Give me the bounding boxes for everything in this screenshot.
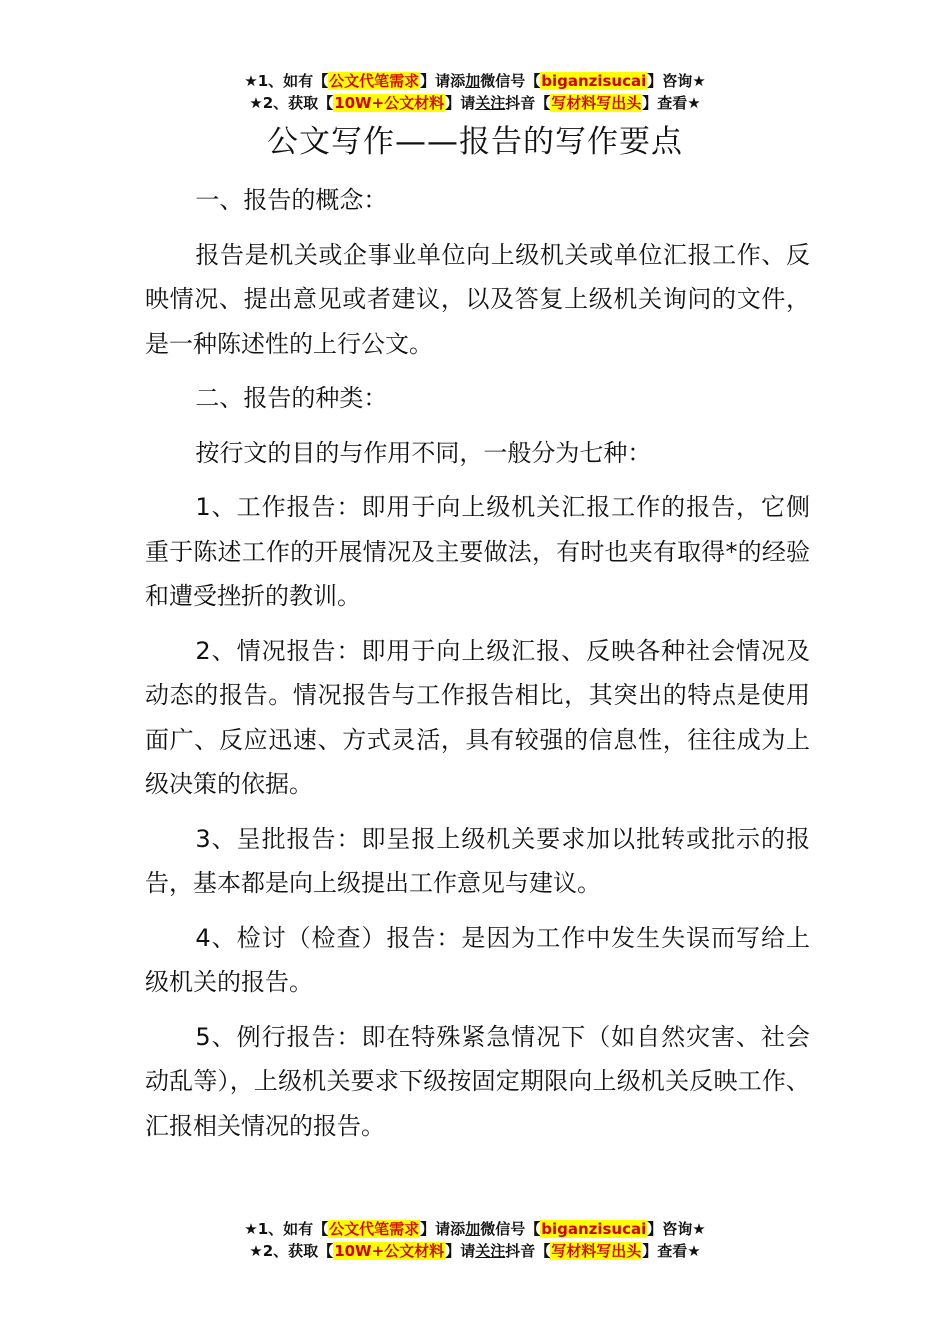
promo-highlight: 写材料写出头	[551, 94, 642, 112]
promo-text: 】请添	[420, 72, 466, 90]
list-item-situation-report: 2、情况报告：即用于向上级汇报、反映各种社会情况及动态的报告。情况报告与工作报告相比，其突出的特点是使用面广、反应迅速、方式灵活，具有较强的信息性，往往成为上级决策的依据。	[145, 636, 810, 798]
promo-banner-bottom	[0, 1218, 950, 1262]
promo-text: 抖音【	[505, 1242, 551, 1260]
promo-underline: 加	[465, 1220, 481, 1238]
promo-text: ★1、如有【	[244, 72, 329, 90]
promo-line-2	[0, 1240, 950, 1262]
promo-text: 】查看★	[642, 94, 701, 112]
promo-highlight: 公文代笔需求	[329, 72, 420, 90]
document-body	[145, 178, 810, 1158]
document-title: 公文写作——报告的写作要点	[267, 124, 683, 160]
promo-underline: 关注	[475, 94, 506, 112]
promo-highlight: 10W+公文材料	[334, 94, 445, 112]
promo-text: 】咨询★	[647, 1220, 706, 1238]
promo-underline: 关注	[475, 1242, 506, 1260]
promo-highlight: 公文代笔需求	[329, 1220, 420, 1238]
promo-highlight: biganzisucai	[541, 72, 647, 90]
promo-highlight: biganzisucai	[541, 1220, 647, 1238]
promo-underline: 加	[465, 72, 481, 90]
promo-text: 】查看★	[642, 1242, 701, 1260]
list-item-routine-report: 5、例行报告：即在特殊紧急情况下（如自然灾害、社会动乱等），上级机关要求下级按固定期限向上级机关反映工作、汇报相关情况的报告。	[145, 1022, 810, 1140]
promo-line-2	[0, 92, 950, 114]
list-item-work-report: 1、工作报告：即用于向上级机关汇报工作的报告，它侧重于陈述工作的开展情况及主要做法，有时也夹有取得*的经验和遭受挫折的教训。	[145, 493, 810, 610]
promo-text: ★2、获取【	[249, 1242, 334, 1260]
list-item-review-report: 4、检讨（检查）报告：是因为工作中发生失误而写给上级机关的报告。	[145, 923, 810, 996]
body-paragraph: 按行文的目的与作用不同，一般分为七种：	[195, 438, 652, 467]
promo-banner-top	[0, 70, 950, 114]
promo-text: 微信号【	[480, 72, 541, 90]
promo-highlight: 写材料写出头	[551, 1242, 642, 1260]
body-paragraph: 报告是机关或企事业单位向上级机关或单位汇报工作、反映情况、提出意见或者建议，以及答复上级机关询问的文件，是一种陈述性的上行公文。	[145, 240, 810, 358]
section-heading-types: 二、报告的种类：	[195, 384, 388, 412]
promo-line-1	[0, 70, 950, 92]
promo-highlight: 10W+公文材料	[334, 1242, 445, 1260]
promo-text: ★2、获取【	[249, 94, 334, 112]
promo-text: 】请添	[420, 1220, 466, 1238]
promo-line-1	[0, 1218, 950, 1240]
promo-text: 抖音【	[505, 94, 551, 112]
promo-text: 】请	[445, 94, 476, 112]
list-item-approval-report: 3、呈批报告：即呈报上级机关要求加以批转或批示的报告，基本都是向上级提出工作意见与建议。	[145, 824, 810, 897]
promo-text: 】请	[445, 1242, 476, 1260]
promo-text: ★1、如有【	[244, 1220, 329, 1238]
promo-text: 微信号【	[480, 1220, 541, 1238]
promo-text: 】咨询★	[647, 72, 706, 90]
section-heading-concept: 一、报告的概念：	[195, 186, 388, 214]
